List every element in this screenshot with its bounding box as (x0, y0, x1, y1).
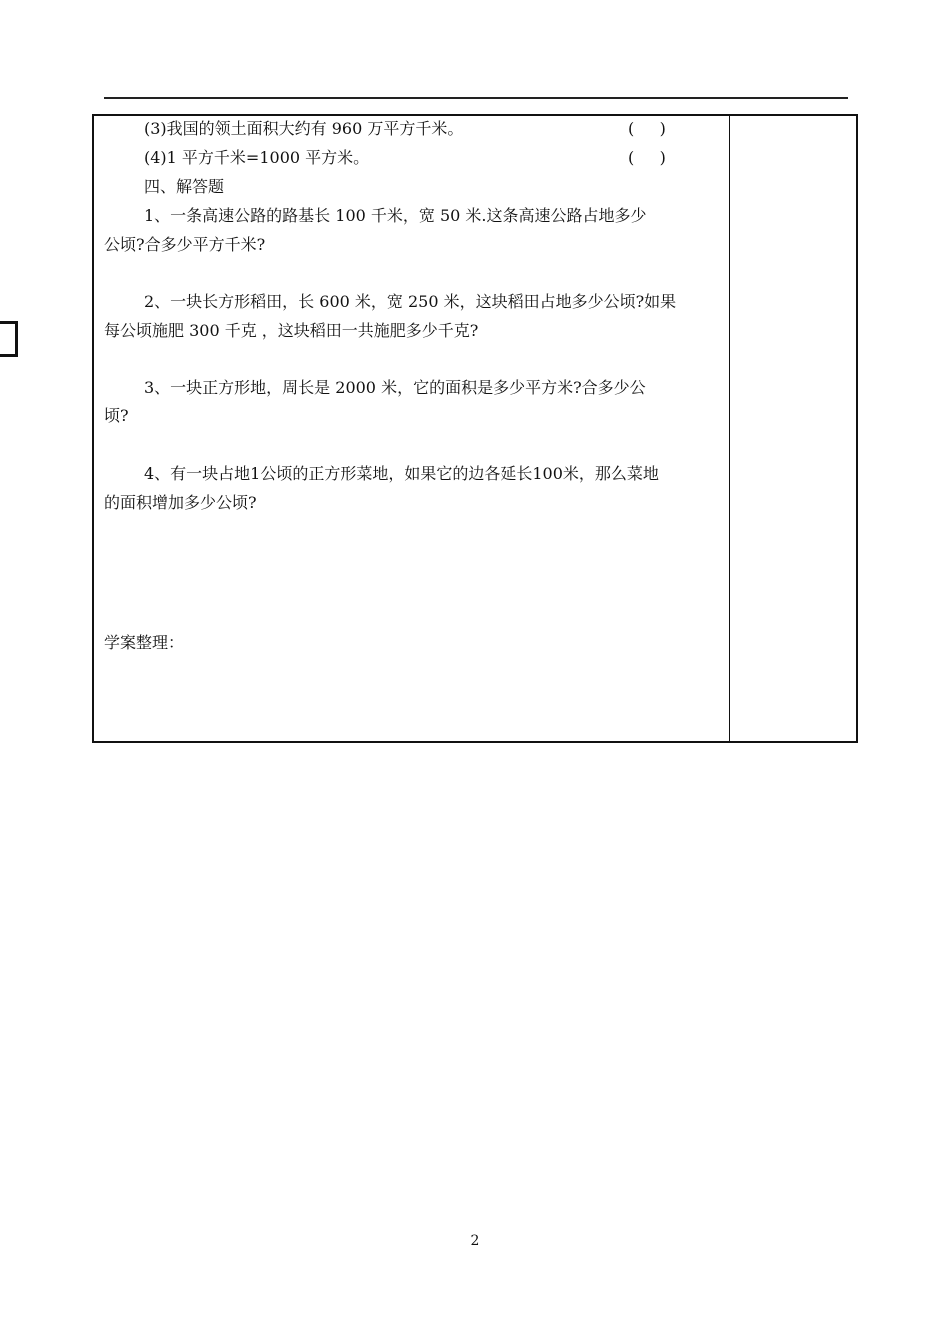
header-rule (104, 97, 848, 99)
tf-item-3: (3)我国的领土面积大约有 960 万平方千米。 (144, 119, 464, 138)
problem-3-line-2: 顷? (104, 406, 129, 425)
tf-item-4: (4)1 平方千米=1000 平方米。 (144, 148, 370, 167)
page-number: 2 (470, 1233, 480, 1249)
answer-parentheses-3: ( ) (628, 119, 666, 138)
problem-2-line-2: 每公顷施肥 300 千克 ，这块稻田一共施肥多少千克? (104, 321, 479, 340)
margin-marker-box (0, 321, 18, 357)
table-column-divider (729, 114, 730, 743)
problem-1-line-1: 1、一条高速公路的路基长 100 千米，宽 50 米.这条高速公路占地多少 (144, 206, 647, 225)
notes-label: 学案整理： (104, 633, 185, 652)
problem-4-line-2: 的面积增加多少公顷? (104, 493, 257, 512)
problem-3-line-1: 3、一块正方形地，周长是 2000 米，它的面积是多少平方米?合多少公 (144, 378, 646, 397)
answer-parentheses-4: ( ) (628, 148, 666, 167)
problem-1-line-2: 公顷?合多少平方千米? (104, 235, 266, 254)
problem-4-line-1: 4、有一块占地1公顷的正方形菜地，如果它的边各延长100米，那么菜地 (144, 464, 659, 483)
section-title: 四、解答题 (144, 177, 225, 196)
problem-2-line-1: 2、一块长方形稻田，长 600 米，宽 250 米，这块稻田占地多少公顷?如果 (144, 292, 677, 311)
